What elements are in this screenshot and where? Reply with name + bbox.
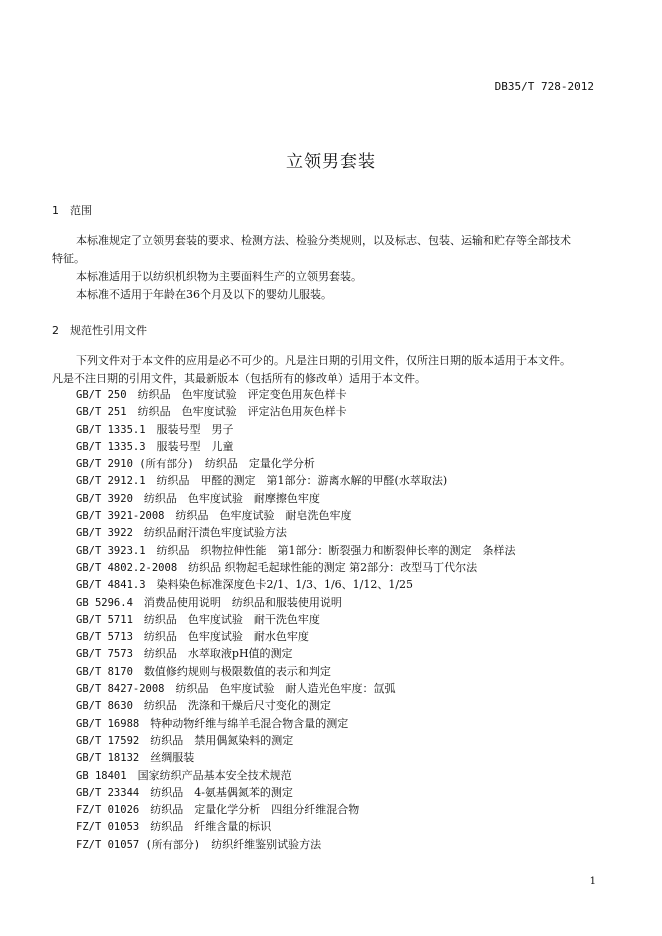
reference-title: 纺织品 织物起毛起球性能的测定 第2部分：改型马丁代尔法 [188,560,478,574]
reference-item [76,645,516,662]
reference-item [76,749,516,766]
reference-title: 纺织品 甲醛的测定 第1部分：游离水解的甲醛(水萃取法) [156,474,448,488]
reference-title: 纺织品 织物拉伸性能 第1部分：断裂强力和断裂伸长率的测定 条样法 [156,543,516,557]
reference-title: 数值修约规则与极限数值的表示和判定 [143,664,331,678]
reference-gap [133,526,144,539]
reference-gap [194,457,205,470]
reference-gap [133,613,144,626]
reference-gap [133,647,144,660]
reference-item [76,542,516,559]
reference-item [76,472,516,489]
reference-title: 国家纺织产品基本安全技术规范 [137,768,292,782]
document-code: DB35/T 728-2012 [494,80,594,93]
reference-title: 服装号型 儿童 [156,439,234,453]
reference-gap [127,388,138,401]
reference-title: 纺织品 定量化学分析 四组分纤维混合物 [150,803,360,817]
reference-gap [133,630,144,643]
reference-title: 纺织品 色牢度试验 耐干洗色牢度 [143,612,320,626]
reference-code: GB/T 8630 [76,700,133,713]
reference-code: GB/T 4802.2-2008 [76,561,178,574]
reference-code: GB/T 251 [76,406,127,419]
reference-title: 特种动物纤维与绵羊毛混合物含量的测定 [150,716,349,730]
reference-code: GB/T 3920 [76,492,133,505]
reference-code: GB/T 17592 [76,734,140,747]
reference-item [76,559,516,576]
reference-item [76,438,516,455]
reference-gap [139,803,150,816]
reference-item [76,767,516,784]
reference-title: 纺织品 色牢度试验 耐皂洗色牢度 [175,509,352,523]
reference-gap [146,544,157,557]
reference-item [76,611,516,628]
reference-list [76,386,516,853]
reference-item [76,784,516,801]
reference-gap [133,596,144,609]
reference-title: 纺织纤维鉴别试验方法 [211,837,322,851]
reference-gap [139,717,150,730]
reference-title: 纺织品耐汗渍色牢度试验方法 [143,526,287,540]
reference-code: GB/T 1335.3 [76,440,146,453]
reference-title: 染料染色标准深度色卡2/1、1/3、1/6、1/12、1/25 [156,578,414,592]
reference-item [76,628,516,645]
section-1-number: 1 [52,204,59,217]
reference-gap [139,734,150,747]
reference-code: FZ/T 01026 [76,804,140,817]
reference-gap [146,474,157,487]
reference-code: GB/T 23344 [76,786,140,799]
reference-gap [177,561,188,574]
reference-item [76,421,516,438]
section-2-number: 2 [52,324,59,337]
reference-code: GB 5296.4 [76,596,133,609]
reference-item [76,836,516,853]
reference-code: GB/T 7573 [76,648,133,661]
reference-title: 纺织品 色牢度试验 评定变色用灰色样卡 [137,388,347,401]
paragraph-line: 本标准不适用于年龄在36个月及以下的婴幼儿服装。 [76,288,332,301]
reference-item [76,455,516,472]
reference-title: 服装号型 男子 [156,422,234,436]
reference-gap [165,682,176,695]
reference-title: 纺织品 4-氨基偶氮苯的测定 [150,785,293,799]
reference-code: GB/T 3923.1 [76,544,146,557]
reference-code: GB/T 16988 [76,717,140,730]
reference-item [76,715,516,732]
section-2-heading [52,322,147,338]
reference-code: GB/T 18132 [76,752,140,765]
paragraph-line: 本标准规定了立领男套装的要求、检测方法、检验分类规则，以及标志、包装、运输和贮存等全部技术 [76,234,571,247]
reference-item [76,524,516,541]
reference-item [76,594,516,611]
reference-item [76,576,516,593]
reference-title: 纺织品 定量化学分析 [204,457,315,471]
paragraph-line: 凡是不注日期的引用文件，其最新版本（包括所有的修改单）适用于本文件。 [52,372,426,385]
reference-item [76,663,516,680]
reference-code: GB/T 3921-2008 [76,510,165,523]
reference-item [76,507,516,524]
reference-title: 纺织品 色牢度试验 耐人造光色牢度：氙弧 [175,682,396,696]
paragraph-line: 本标准适用于以纺织机织物为主要面料生产的立领男套装。 [76,270,362,283]
reference-code: GB/T 8427-2008 [76,683,165,696]
reference-code: GB/T 2910 (所有部分) [76,458,194,471]
page-title: 立领男套装 [286,152,376,172]
reference-item [76,490,516,507]
section-2-intro [52,352,606,388]
reference-title: 纺织品 水萃取液pH值的测定 [143,647,293,661]
reference-gap [139,751,150,764]
reference-item [76,732,516,749]
reference-code: FZ/T 01057 (所有部分) [76,838,201,851]
paragraph-line: 下列文件对于本文件的应用是必不可少的。凡是注日期的引用文件，仅所注日期的版本适用于本文件。 [76,354,571,367]
reference-gap [139,786,150,799]
page-number: 1 [589,876,596,887]
section-1-title: 范围 [70,204,92,217]
reference-item [76,403,516,420]
reference-code: GB/T 4841.3 [76,579,146,592]
section-1-body [52,232,606,304]
reference-item [76,680,516,697]
reference-item [76,818,516,835]
reference-gap [127,769,138,782]
reference-gap [127,405,138,418]
reference-code: GB/T 5713 [76,631,133,644]
reference-code: FZ/T 01053 [76,821,140,834]
section-2-title: 规范性引用文件 [70,324,147,337]
reference-title: 纺织品 纤维含量的标识 [150,820,272,834]
reference-item [76,801,516,818]
reference-code: GB/T 1335.1 [76,423,146,436]
reference-gap [146,423,157,436]
reference-item [76,697,516,714]
reference-gap [133,699,144,712]
reference-title: 纺织品 禁用偶氮染料的测定 [150,733,294,747]
reference-gap [133,492,144,505]
reference-code: GB/T 2912.1 [76,475,146,488]
reference-code: GB 18401 [76,769,127,782]
reference-code: GB/T 250 [76,389,127,401]
reference-gap [165,509,176,522]
reference-code: GB/T 8170 [76,665,133,678]
reference-gap [200,838,211,851]
reference-title: 丝绸服装 [150,751,195,765]
reference-gap [139,820,150,833]
reference-title: 纺织品 洗涤和干燥后尺寸变化的测定 [143,699,331,713]
reference-gap [133,665,144,678]
reference-code: GB/T 3922 [76,527,133,540]
reference-title: 消费品使用说明 纺织品和服装使用说明 [143,595,342,609]
section-1-heading [52,202,92,218]
reference-title: 纺织品 色牢度试验 耐水色牢度 [143,630,309,644]
reference-gap [146,440,157,453]
reference-gap [146,578,157,591]
reference-title: 纺织品 色牢度试验 评定沾色用灰色样卡 [137,405,347,419]
reference-code: GB/T 5711 [76,613,133,626]
reference-title: 纺织品 色牢度试验 耐摩擦色牢度 [143,491,320,505]
paragraph-line: 特征。 [52,252,85,265]
reference-item [76,386,516,403]
